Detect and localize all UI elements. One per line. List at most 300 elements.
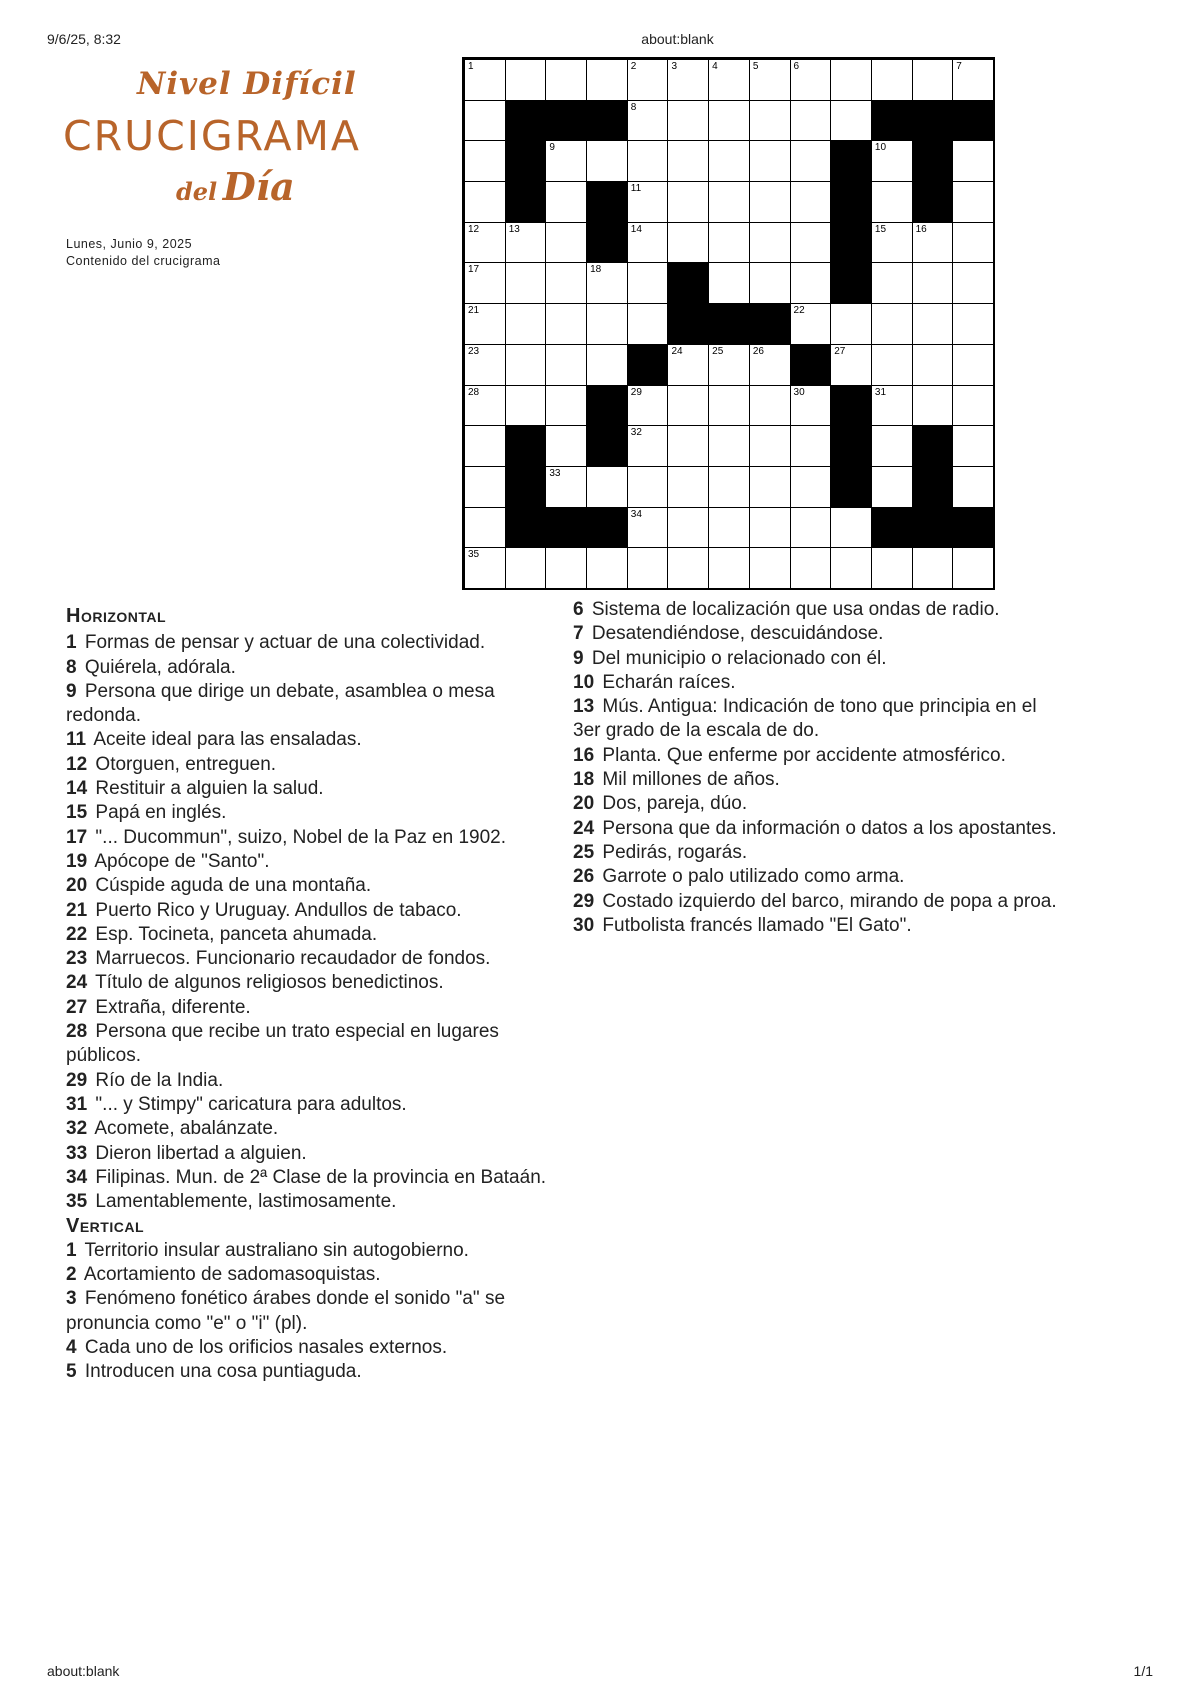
clue-text: Futbolista francés llamado "El Gato". xyxy=(602,914,912,936)
grid-cell[interactable] xyxy=(627,262,669,304)
cell-number: 16 xyxy=(915,223,927,235)
clue-item xyxy=(66,753,561,777)
grid-cell[interactable] xyxy=(505,59,547,101)
clue-number: 24 xyxy=(573,817,595,839)
clue-text: Filipinas. Mun. de 2ª Clase de la provincia en Bataán. xyxy=(95,1166,547,1188)
grid-cell[interactable] xyxy=(790,466,832,508)
grid-cell[interactable] xyxy=(464,547,506,589)
cell-number: 18 xyxy=(590,264,602,276)
grid-cell[interactable] xyxy=(586,303,628,345)
grid-cell[interactable] xyxy=(749,222,791,264)
clue-number: 4 xyxy=(66,1336,77,1358)
clue-text: Río de la India. xyxy=(95,1069,224,1091)
clue-text: Dos, pareja, dúo. xyxy=(602,793,748,815)
grid-cell[interactable] xyxy=(871,547,913,589)
clue-number: 12 xyxy=(66,753,88,775)
grid-cell[interactable] xyxy=(952,222,994,264)
grid-cell[interactable] xyxy=(667,507,709,549)
grid-cell[interactable] xyxy=(586,262,628,304)
print-page-number: 1/1 xyxy=(1133,1663,1153,1679)
block-cell xyxy=(912,466,954,508)
clue-text: Desatendiéndose, descuidándose. xyxy=(591,623,884,645)
clue-number: 20 xyxy=(573,793,595,815)
grid-cell[interactable] xyxy=(790,385,832,427)
clue-text: Papá en inglés. xyxy=(95,802,227,824)
grid-cell[interactable] xyxy=(790,100,832,142)
grid-cell[interactable] xyxy=(749,344,791,386)
grid-cell[interactable] xyxy=(545,59,587,101)
print-datetime: 9/6/25, 8:32 xyxy=(47,31,121,47)
clue-number: 27 xyxy=(66,996,88,1018)
clue-item xyxy=(66,777,561,801)
cell-number: 4 xyxy=(712,61,718,72)
clue-item xyxy=(66,971,561,995)
clue-item xyxy=(573,817,1068,841)
clue-item xyxy=(66,923,561,947)
grid-cell[interactable] xyxy=(871,303,913,345)
grid-cell[interactable] xyxy=(790,59,832,101)
block-cell xyxy=(505,140,547,182)
grid-cell[interactable] xyxy=(545,140,587,182)
grid-cell[interactable] xyxy=(627,181,669,223)
grid-cell[interactable] xyxy=(586,547,628,589)
grid-cell[interactable] xyxy=(830,100,872,142)
clues-right-column xyxy=(573,598,1068,938)
grid-cell[interactable] xyxy=(545,547,587,589)
content-label: Contenido del crucigrama xyxy=(66,254,221,268)
grid-cell[interactable] xyxy=(871,59,913,101)
clue-item xyxy=(66,656,561,680)
cell-number: 19 xyxy=(671,264,683,276)
clue-number: 26 xyxy=(573,866,595,888)
clue-text: Lamentablemente, lastimosamente. xyxy=(95,1191,397,1213)
clue-text: Restituir a alguien la salud. xyxy=(95,778,324,800)
grid-cell[interactable] xyxy=(749,100,791,142)
grid-cell[interactable] xyxy=(830,507,872,549)
clue-item xyxy=(66,996,561,1020)
grid-cell[interactable] xyxy=(464,262,506,304)
cell-number: 14 xyxy=(630,223,642,235)
clue-number: 25 xyxy=(573,841,595,863)
clue-item xyxy=(573,598,1068,622)
grid-cell[interactable] xyxy=(912,222,954,264)
grid-cell[interactable] xyxy=(464,222,506,264)
grid-cell[interactable] xyxy=(627,385,669,427)
clue-text: Dieron libertad a alguien. xyxy=(95,1142,307,1164)
down-clue-list xyxy=(66,1239,561,1385)
cell-number: 34 xyxy=(630,508,642,520)
grid-cell[interactable] xyxy=(667,181,709,223)
grid-cell[interactable] xyxy=(871,262,913,304)
cell-number: 31 xyxy=(874,386,887,398)
clue-number: 20 xyxy=(66,875,88,897)
clue-text: Fenómeno fonético árabes donde el sonido "a" se pronuncia como "e" o "i" (pl). xyxy=(66,1288,506,1334)
clue-number: 29 xyxy=(66,1069,88,1091)
clue-item xyxy=(66,680,561,729)
clue-item xyxy=(66,1239,561,1263)
block-cell xyxy=(749,303,791,345)
grid-cell[interactable] xyxy=(790,140,832,182)
block-cell xyxy=(586,100,628,142)
clue-item xyxy=(573,841,1068,865)
grid-cell[interactable] xyxy=(708,181,750,223)
grid-cell[interactable] xyxy=(790,222,832,264)
block-cell xyxy=(545,507,587,549)
grid-cell[interactable] xyxy=(708,507,750,549)
clue-number: 18 xyxy=(573,769,595,791)
block-cell xyxy=(586,385,628,427)
grid-cell[interactable] xyxy=(708,344,750,386)
clue-text: Planta. Que enferme por accidente atmosférico. xyxy=(602,744,1006,766)
grid-cell[interactable] xyxy=(505,303,547,345)
clue-number: 11 xyxy=(66,729,87,751)
down-heading: Vertical xyxy=(66,1215,145,1238)
clue-text: Introducen una cosa puntiaguda. xyxy=(84,1361,362,1383)
grid-cell[interactable] xyxy=(952,140,994,182)
block-cell xyxy=(708,303,750,345)
grid-cell[interactable] xyxy=(952,303,994,345)
grid-cell[interactable] xyxy=(952,59,994,101)
grid-cell[interactable] xyxy=(586,466,628,508)
print-footer-url: about:blank xyxy=(47,1663,120,1679)
block-cell xyxy=(505,507,547,549)
grid-cell[interactable] xyxy=(749,181,791,223)
clues-left-column xyxy=(66,598,561,1385)
clue-text: Quiérela, adórala. xyxy=(84,656,236,678)
grid-cell[interactable] xyxy=(627,507,669,549)
grid-cell[interactable] xyxy=(464,59,506,101)
grid-cell[interactable] xyxy=(627,547,669,589)
across-heading: Horizontal xyxy=(66,605,167,627)
grid-cell[interactable] xyxy=(749,385,791,427)
grid-cell[interactable] xyxy=(952,425,994,467)
clue-item xyxy=(66,1263,561,1287)
grid-cell[interactable] xyxy=(912,262,954,304)
block-cell xyxy=(912,140,954,182)
grid-cell[interactable] xyxy=(627,222,669,264)
grid-cell[interactable] xyxy=(464,181,506,223)
clue-item xyxy=(66,801,561,825)
grid-cell[interactable] xyxy=(952,262,994,304)
grid-cell[interactable] xyxy=(708,262,750,304)
cell-number: 28 xyxy=(468,386,480,398)
grid-cell[interactable] xyxy=(545,222,587,264)
cell-number: 9 xyxy=(549,142,555,154)
cell-number: 25 xyxy=(712,345,724,357)
cell-number: 10 xyxy=(874,142,887,154)
clue-item xyxy=(66,1287,561,1336)
grid-cell[interactable] xyxy=(586,344,628,386)
block-cell xyxy=(830,466,872,508)
logo-sub-del: del xyxy=(176,177,218,206)
grid-cell[interactable] xyxy=(464,344,506,386)
grid-cell[interactable] xyxy=(912,344,954,386)
grid-cell[interactable] xyxy=(667,100,709,142)
grid-cell[interactable] xyxy=(627,100,669,142)
grid-cell[interactable] xyxy=(464,425,506,467)
grid-cell[interactable] xyxy=(749,547,791,589)
clue-item xyxy=(66,1069,561,1093)
grid-cell[interactable] xyxy=(708,547,750,589)
clue-text: Persona que da información o datos a los apostantes. xyxy=(602,817,1057,839)
clue-text: Aceite ideal para las ensaladas. xyxy=(93,729,362,751)
grid-cell[interactable] xyxy=(505,222,547,264)
grid-cell[interactable] xyxy=(749,59,791,101)
grid-cell[interactable] xyxy=(464,303,506,345)
block-cell xyxy=(871,100,913,142)
grid-cell[interactable] xyxy=(952,547,994,589)
grid-cell[interactable] xyxy=(545,425,587,467)
clue-number: 13 xyxy=(573,696,595,718)
grid-cell[interactable] xyxy=(871,222,913,264)
clue-text: Persona que dirige un debate, asamblea o mesa redonda. xyxy=(66,680,495,727)
cell-number: 17 xyxy=(468,264,480,276)
cell-number: 21 xyxy=(468,305,480,317)
grid-cell[interactable] xyxy=(667,547,709,589)
clue-item xyxy=(66,1166,561,1190)
grid-cell[interactable] xyxy=(708,222,750,264)
grid-cell[interactable] xyxy=(871,344,913,386)
clue-item xyxy=(66,899,561,923)
cell-number: 35 xyxy=(468,549,480,561)
grid-cell[interactable] xyxy=(912,385,954,427)
block-cell xyxy=(830,425,872,467)
cell-number: 7 xyxy=(956,61,962,72)
clue-number: 32 xyxy=(66,1118,88,1140)
clue-text: Extraña, diferente. xyxy=(95,996,251,1018)
grid-cell[interactable] xyxy=(749,140,791,182)
clue-item xyxy=(66,947,561,971)
clue-number: 17 xyxy=(66,826,88,848)
grid-cell[interactable] xyxy=(667,222,709,264)
print-header-url: about:blank xyxy=(641,31,714,47)
clue-item xyxy=(573,792,1068,816)
clue-item xyxy=(66,1117,561,1141)
block-cell xyxy=(871,507,913,549)
grid-cell[interactable] xyxy=(790,303,832,345)
grid-cell[interactable] xyxy=(790,181,832,223)
clue-number: 16 xyxy=(573,744,595,766)
grid-cell[interactable] xyxy=(545,303,587,345)
grid-cell[interactable] xyxy=(708,59,750,101)
grid-cell[interactable] xyxy=(505,547,547,589)
grid-cell[interactable] xyxy=(586,140,628,182)
logo-title: CRUCIGRAMA xyxy=(63,112,361,160)
clue-text: Apócope de "Santo". xyxy=(94,850,270,872)
grid-cell[interactable] xyxy=(830,344,872,386)
cell-number: 5 xyxy=(752,61,759,72)
clue-number: 29 xyxy=(573,890,595,912)
cell-number: 33 xyxy=(549,467,561,479)
grid-cell[interactable] xyxy=(749,466,791,508)
cell-number: 3 xyxy=(671,61,678,72)
block-cell xyxy=(586,181,628,223)
cell-number: 32 xyxy=(630,427,642,439)
grid-cell[interactable] xyxy=(667,59,709,101)
block-cell xyxy=(912,507,954,549)
block-cell xyxy=(586,507,628,549)
cell-number: 11 xyxy=(630,183,642,195)
grid-cell[interactable] xyxy=(667,140,709,182)
block-cell xyxy=(912,425,954,467)
clue-number: 34 xyxy=(66,1166,88,1188)
clue-number: 10 xyxy=(573,671,595,693)
clue-item xyxy=(573,865,1068,889)
block-cell xyxy=(667,262,709,304)
cell-number: 23 xyxy=(468,345,480,357)
clue-number: 8 xyxy=(66,656,77,678)
block-cell xyxy=(586,425,628,467)
grid-cell[interactable] xyxy=(627,140,669,182)
grid-cell[interactable] xyxy=(464,507,506,549)
cell-number: 26 xyxy=(752,345,764,357)
grid-cell[interactable] xyxy=(464,385,506,427)
clue-item xyxy=(66,1336,561,1360)
clue-text: Marruecos. Funcionario recaudador de fondos. xyxy=(95,948,491,970)
cell-number: 12 xyxy=(468,223,480,235)
clue-item xyxy=(573,914,1068,938)
clue-text: Pedirás, rogarás. xyxy=(602,841,748,863)
grid-cell[interactable] xyxy=(627,425,669,467)
grid-cell[interactable] xyxy=(871,466,913,508)
grid-cell[interactable] xyxy=(871,425,913,467)
grid-cell[interactable] xyxy=(708,140,750,182)
grid-cell[interactable] xyxy=(464,466,506,508)
grid-cell[interactable] xyxy=(952,181,994,223)
grid-cell[interactable] xyxy=(871,385,913,427)
grid-cell[interactable] xyxy=(545,385,587,427)
block-cell xyxy=(952,507,994,549)
clue-text: Territorio insular australiano sin autogobierno. xyxy=(84,1239,469,1261)
grid-cell[interactable] xyxy=(912,547,954,589)
grid-cell[interactable] xyxy=(464,140,506,182)
clue-number: 35 xyxy=(66,1191,88,1213)
grid-cell[interactable] xyxy=(586,59,628,101)
cell-number: 2 xyxy=(630,61,637,72)
grid-cell[interactable] xyxy=(708,385,750,427)
grid-cell[interactable] xyxy=(749,262,791,304)
block-cell xyxy=(830,262,872,304)
grid-cell[interactable] xyxy=(667,385,709,427)
clue-item xyxy=(66,631,561,655)
grid-cell[interactable] xyxy=(790,425,832,467)
clue-item xyxy=(66,728,561,752)
clue-number: 1 xyxy=(66,1239,77,1261)
clue-text: Garrote o palo utilizado como arma. xyxy=(602,866,905,888)
grid-cell[interactable] xyxy=(749,425,791,467)
clue-item xyxy=(573,671,1068,695)
clue-text: Acomete, abalánzate. xyxy=(94,1118,279,1140)
clue-number: 31 xyxy=(66,1093,88,1115)
grid-cell[interactable] xyxy=(545,466,587,508)
clue-text: Esp. Tocineta, panceta ahumada. xyxy=(95,923,378,945)
cell-number: 27 xyxy=(834,345,846,357)
grid-cell[interactable] xyxy=(830,59,872,101)
grid-cell[interactable] xyxy=(708,425,750,467)
clue-number: 24 xyxy=(66,972,88,994)
grid-cell[interactable] xyxy=(830,547,872,589)
clue-text: Del municipio o relacionado con él. xyxy=(591,647,887,669)
clue-number: 1 xyxy=(66,632,77,654)
clue-number: 3 xyxy=(66,1288,77,1310)
cell-number: 29 xyxy=(630,386,642,398)
block-cell xyxy=(830,222,872,264)
clue-text: Persona que recibe un trato especial en lugares públicos. xyxy=(66,1021,499,1067)
grid-cell[interactable] xyxy=(505,344,547,386)
clue-text: "... Ducommun", suizo, Nobel de la Paz en 1902. xyxy=(95,826,507,848)
clue-number: 9 xyxy=(573,647,584,669)
grid-cell[interactable] xyxy=(830,303,872,345)
clue-number: 28 xyxy=(66,1021,88,1043)
grid-cell[interactable] xyxy=(627,59,669,101)
grid-cell[interactable] xyxy=(667,425,709,467)
clue-number: 22 xyxy=(66,923,88,945)
clue-number: 21 xyxy=(66,899,88,921)
block-cell xyxy=(912,100,954,142)
grid-cell[interactable] xyxy=(749,507,791,549)
block-cell xyxy=(830,385,872,427)
grid-cell[interactable] xyxy=(545,181,587,223)
grid-cell[interactable] xyxy=(627,303,669,345)
clue-number: 30 xyxy=(573,914,595,936)
block-cell xyxy=(667,303,709,345)
block-cell xyxy=(545,100,587,142)
block-cell xyxy=(627,344,669,386)
clue-text: Formas de pensar y actuar de una colectividad. xyxy=(84,632,486,654)
logo-level: Nivel Difícil xyxy=(137,66,357,102)
cell-number: 15 xyxy=(874,223,887,235)
block-cell xyxy=(586,222,628,264)
clue-item xyxy=(66,1020,561,1069)
cell-number: 24 xyxy=(671,345,683,357)
clue-text: Otorguen, entreguen. xyxy=(95,753,277,775)
grid-cell[interactable] xyxy=(952,385,994,427)
grid-cell[interactable] xyxy=(790,262,832,304)
clue-item xyxy=(573,744,1068,768)
grid-cell[interactable] xyxy=(505,385,547,427)
grid-cell[interactable] xyxy=(545,262,587,304)
block-cell xyxy=(830,140,872,182)
grid-cell[interactable] xyxy=(790,507,832,549)
grid-cell[interactable] xyxy=(871,140,913,182)
clue-text: Cúspide aguda de una montaña. xyxy=(95,875,372,897)
clue-number: 9 xyxy=(66,680,77,702)
clue-number: 15 xyxy=(66,802,88,824)
clue-item xyxy=(573,647,1068,671)
grid-cell[interactable] xyxy=(708,466,750,508)
grid-cell[interactable] xyxy=(545,344,587,386)
grid-cell[interactable] xyxy=(505,262,547,304)
clue-item xyxy=(66,1142,561,1166)
grid-cell[interactable] xyxy=(912,59,954,101)
grid-cell[interactable] xyxy=(871,181,913,223)
block-cell xyxy=(790,344,832,386)
cell-number: 1 xyxy=(468,61,474,72)
grid-cell[interactable] xyxy=(627,466,669,508)
block-cell xyxy=(505,466,547,508)
grid-cell[interactable] xyxy=(912,303,954,345)
grid-cell[interactable] xyxy=(464,100,506,142)
clue-number: 7 xyxy=(573,623,584,645)
grid-cell[interactable] xyxy=(667,344,709,386)
grid-cell[interactable] xyxy=(790,547,832,589)
block-cell xyxy=(505,425,547,467)
grid-cell[interactable] xyxy=(952,466,994,508)
grid-cell[interactable] xyxy=(952,344,994,386)
grid-cell[interactable] xyxy=(667,466,709,508)
grid-cell[interactable] xyxy=(708,100,750,142)
clue-text: Título de algunos religiosos benedictinos. xyxy=(95,972,444,994)
